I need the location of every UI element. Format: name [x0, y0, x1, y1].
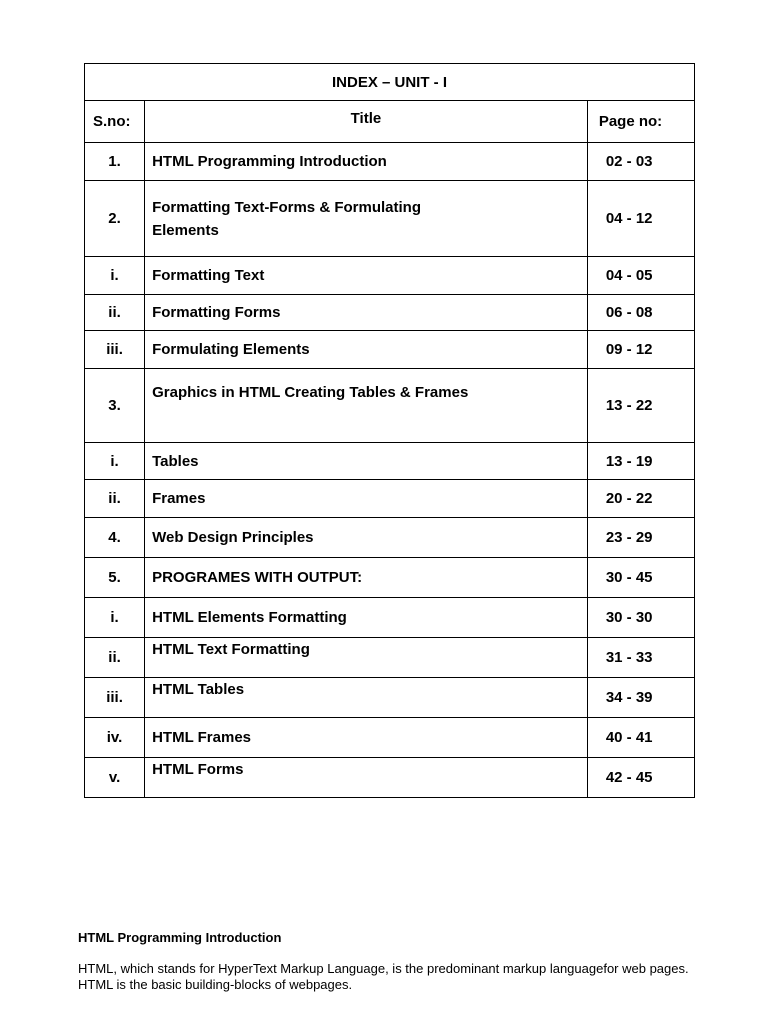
- row-title: [145, 181, 588, 257]
- row-title: Frames: [145, 480, 588, 518]
- row-sno: 3.: [85, 369, 145, 443]
- table-row: [85, 718, 695, 758]
- intro-heading: HTML Programming Introduction: [78, 930, 282, 945]
- row-title: Formulating Elements: [145, 331, 588, 369]
- row-page: 30 - 30: [587, 598, 694, 638]
- header-sno: S.no:: [85, 101, 145, 143]
- row-sno: iii.: [85, 678, 145, 718]
- row-sno: i.: [85, 443, 145, 480]
- index-caption-row: [85, 64, 695, 101]
- index-caption: INDEX – UNIT - I: [85, 64, 695, 101]
- row-page: 04 - 05: [587, 257, 694, 295]
- row-title: PROGRAMES WITH OUTPUT:: [145, 558, 588, 598]
- table-row: [85, 257, 695, 295]
- row-page: 04 - 12: [587, 181, 694, 257]
- table-row: [85, 143, 695, 181]
- row-page: 13 - 19: [587, 443, 694, 480]
- row-page: 42 - 45: [587, 758, 694, 798]
- table-row: [85, 758, 695, 798]
- row-sno: ii.: [85, 295, 145, 331]
- row-title: Formatting Forms: [145, 295, 588, 331]
- row-title: Formatting Text: [145, 257, 588, 295]
- row-title: HTML Programming Introduction: [145, 143, 588, 181]
- row-sno: 5.: [85, 558, 145, 598]
- table-row: [85, 331, 695, 369]
- row-page: 13 - 22: [587, 369, 694, 443]
- row-title: HTML Elements Formatting: [145, 598, 588, 638]
- row-title: Tables: [145, 443, 588, 480]
- intro-paragraph: HTML, which stands for HyperText Markup Language, is the predominant markup languagefor web pages. HTML is the basic building-blocks of webpages.: [78, 961, 689, 992]
- table-row: [85, 518, 695, 558]
- row-title: Web Design Principles: [145, 518, 588, 558]
- row-title: Graphics in HTML Creating Tables & Frames: [145, 369, 588, 443]
- row-page: 20 - 22: [587, 480, 694, 518]
- table-row: [85, 181, 695, 257]
- row-page: 06 - 08: [587, 295, 694, 331]
- header-title: Title: [145, 101, 588, 143]
- table-row: [85, 678, 695, 718]
- row-sno: v.: [85, 758, 145, 798]
- row-title: HTML Frames: [145, 718, 588, 758]
- table-row: [85, 443, 695, 480]
- row-sno: i.: [85, 257, 145, 295]
- row-page: 09 - 12: [587, 331, 694, 369]
- row-sno: iv.: [85, 718, 145, 758]
- table-row: [85, 638, 695, 678]
- table-row: [85, 480, 695, 518]
- row-page: 23 - 29: [587, 518, 694, 558]
- row-page: 30 - 45: [587, 558, 694, 598]
- row-title: HTML Tables: [145, 678, 588, 718]
- row-title: HTML Text Formatting: [145, 638, 588, 678]
- row-sno: 2.: [85, 181, 145, 257]
- row-page: 02 - 03: [587, 143, 694, 181]
- row-title: HTML Forms: [145, 758, 588, 798]
- row-page: 34 - 39: [587, 678, 694, 718]
- row-sno: iii.: [85, 331, 145, 369]
- index-table: [84, 63, 695, 798]
- table-row: [85, 369, 695, 443]
- row-sno: ii.: [85, 480, 145, 518]
- row-page: 40 - 41: [587, 718, 694, 758]
- row-sno: 4.: [85, 518, 145, 558]
- table-row: [85, 598, 695, 638]
- header-page: Page no:: [587, 101, 694, 143]
- table-row: [85, 295, 695, 331]
- row-sno: 1.: [85, 143, 145, 181]
- row-sno: ii.: [85, 638, 145, 678]
- row-sno: i.: [85, 598, 145, 638]
- row-page: 31 - 33: [587, 638, 694, 678]
- table-row: [85, 558, 695, 598]
- index-header-row: [85, 101, 695, 143]
- row-title-text: Formatting Text-Forms & Formulating Elements: [152, 198, 421, 239]
